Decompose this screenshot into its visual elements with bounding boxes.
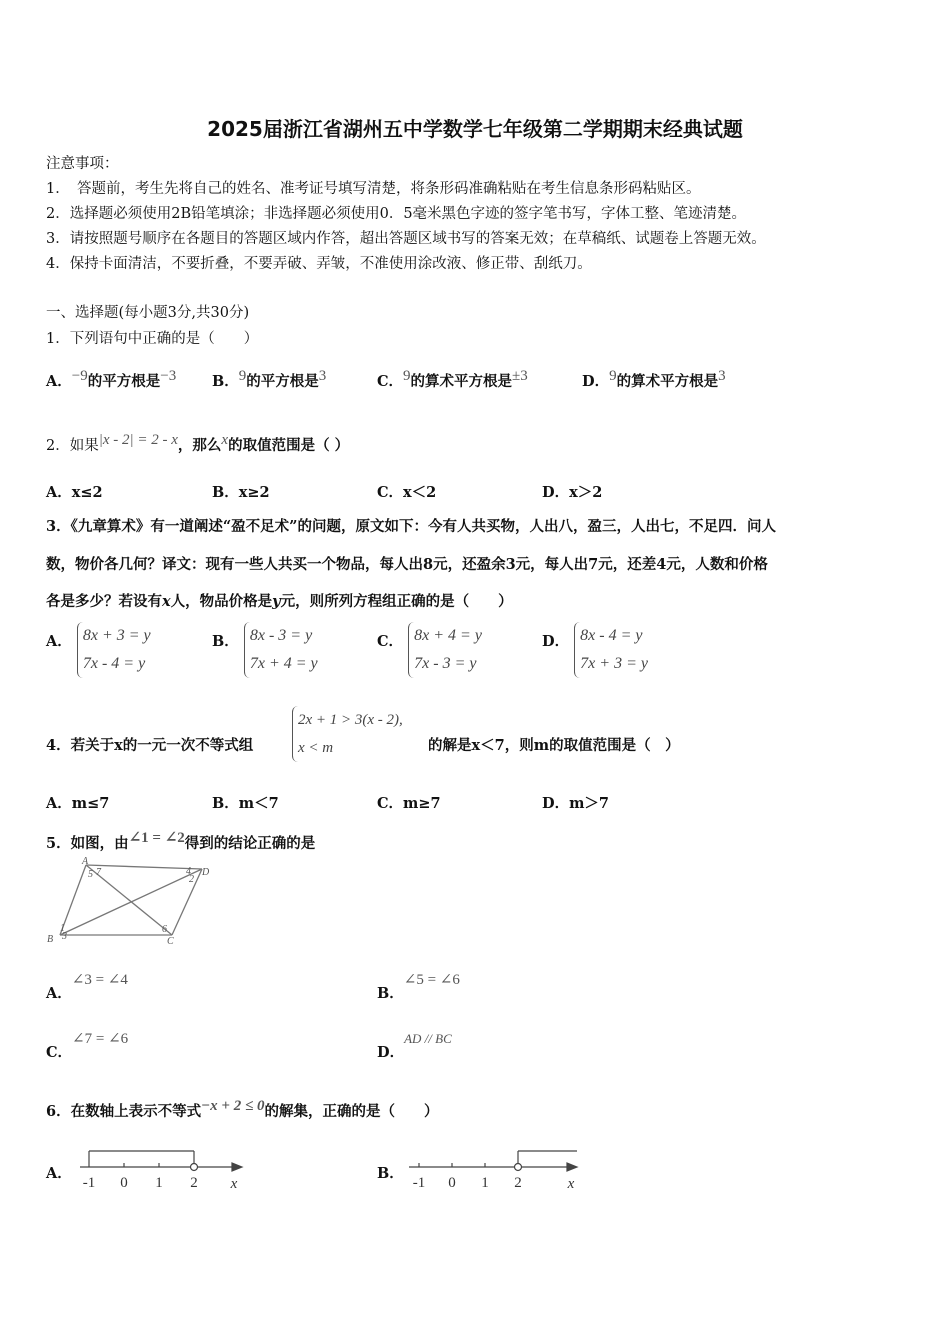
figure-label: D [202,867,210,878]
math-expr: AD // BC [404,1031,452,1046]
q4-option-d[interactable]: D．m＞7 [542,795,610,812]
option-label: A． [46,985,72,1002]
q2-option-a[interactable]: A．x≤2 [46,484,103,501]
tick-label: 0 [448,1175,456,1191]
q6-option-b-label[interactable]: B． [377,1165,404,1182]
q2-option-d[interactable]: D．x＞2 [542,484,603,501]
option-label: A． [46,633,72,650]
question-5-stem [46,828,315,853]
q5-post: 得到的结论正确的是 [184,834,316,852]
option-label: A． [46,372,72,390]
q6-pre: 6．在数轴上表示不等式 [46,1102,202,1120]
figure-label: 4 [186,866,191,877]
figure-label: 6 [162,924,167,935]
parallelogram-figure [44,855,219,950]
q6-post: 的解集，正确的是（ ） [264,1102,439,1120]
notice-item: 3．请按照题号顺序在各题目的答题区域内作答，超出答题区域书写的答案无效；在草稿纸、试题卷上答题无效。 [46,231,766,247]
equation: 8x - 3 = y [249,627,313,644]
math-expr: ∠1 = ∠2 [128,830,185,846]
axis-label: x [567,1176,575,1192]
q2-post: 的取值范围是（ ） [228,436,350,454]
q5-option-c[interactable] [46,1027,129,1061]
inequality: x < m [298,740,334,756]
axis-label: x [230,1176,238,1192]
equation-system [77,622,151,678]
figure-label: C [167,936,174,947]
q5-option-b[interactable] [377,968,460,1002]
math-expr: 9 [609,368,617,384]
math-expr: −3 [160,368,177,384]
q6-option-a-label[interactable]: A． [46,1165,72,1182]
option-label: B． [212,372,239,390]
question-3-line: 数，物价各几何？译文：现有一些人共买一个物品，每人出8元，还盈余3元，每人出7元，还差4元，人数和价格 [46,556,768,573]
q3-text: 各是多少？若设有 [46,593,162,610]
option-label: B． [212,633,239,650]
figure-label: B [47,934,54,945]
math-expr: ∠3 = ∠4 [71,972,128,988]
tick-label: 1 [155,1175,163,1191]
math-expr: 3 [318,368,327,384]
page-title: 2025届浙江省湖州五中学数学七年级第二学期期末经典试题 [207,117,743,141]
math-expr: 3 [718,368,726,384]
q3-option-c[interactable] [377,622,482,678]
q3-option-b[interactable] [212,622,318,678]
equation: 8x + 3 = y [82,627,151,644]
q1-option-a[interactable] [46,368,176,391]
tick-label: 1 [481,1175,489,1191]
inequality: 2x + 1 > 3(x - 2), [298,712,403,728]
section-heading: 一、选择题(每小题3分,共30分) [46,305,250,321]
q4-option-a[interactable]: A．m≤7 [46,795,110,812]
q4-pre: 4．若关于x的一元一次不等式组 [46,737,254,754]
q3-option-a[interactable] [46,622,151,678]
equation: 7x - 3 = y [414,655,477,672]
math-var: x [221,432,229,448]
option-text: 的算术平方根是 [616,372,719,390]
q4-option-b[interactable]: B．m＜7 [212,795,279,812]
option-label: D． [582,372,610,390]
q2-option-b[interactable]: B．x≥2 [212,484,270,501]
q1-option-d[interactable] [582,368,726,391]
notice-heading: 注意事项： [46,156,119,172]
option-text: 的平方根是 [246,372,319,390]
tick-label: 2 [190,1175,198,1191]
tick-label: 0 [120,1175,128,1191]
equation: 8x + 4 = y [414,627,482,644]
option-label: D． [542,633,570,650]
option-label: B． [377,985,404,1002]
q2-pre: 2．如果 [46,437,99,454]
math-expr: ±3 [512,368,528,384]
tick-label: 2 [514,1175,522,1191]
figure-label: 3 [62,931,67,942]
notice-item: 2．选择题必须使用2B铅笔填涂；非选择题必须使用0．5毫米黑色字迹的签字笔书写，字体工整、笔迹清楚。 [46,206,747,222]
q5-option-a[interactable] [46,968,128,1002]
q5-pre: 5．如图，由 [46,834,129,852]
option-label: C． [377,633,404,650]
q3-var-x: x [162,593,171,610]
tick-label: -1 [412,1175,426,1191]
notice-item: 4．保持卡面清洁，不要折叠，不要弄破、弄皱，不准使用涂改液、修正带、刮纸刀。 [46,256,592,272]
q5-option-d[interactable] [377,1027,452,1061]
equation-system [574,622,648,678]
question-2-stem [46,432,349,455]
equation: 7x + 3 = y [580,655,648,672]
math-expr: −x + 2 ≤ 0 [201,1098,265,1114]
option-text: 的算术平方根是 [410,372,513,390]
equation-system [408,622,482,678]
question-3-line [46,590,513,611]
notice-item: 1． 答题前，考生先将自己的姓名、准考证号填写清楚，将条形码准确粘贴在考生信息条形码粘贴区。 [46,181,701,197]
math-expr: |x - 2| = 2 - x [98,432,178,448]
q3-text: 元，则所列方程组正确的是（ ） [280,593,513,610]
q3-text: 人，物品价格是 [170,593,273,610]
option-label: C． [377,372,404,390]
figure-label: 5 [88,869,93,880]
equation-system [244,622,318,678]
q1-option-c[interactable] [377,368,528,391]
question-3-line: 3．《九章算术》有一道阐述“盈不足术”的问题，原文如下：今有人共买物，人出八，盈三，人出七，不足四．问人 [46,518,777,535]
figure-label: 2 [189,874,194,885]
q2-mid: ，那么 [177,436,222,454]
question-6-stem [46,1098,438,1121]
figure-label: 1 [60,923,65,934]
q3-option-d[interactable] [542,622,648,678]
option-label: D． [377,1044,405,1061]
q1-option-b[interactable] [212,368,326,391]
option-label: C． [46,1044,73,1061]
math-expr: −9 [71,368,88,384]
q4-post: 的解是x＜7，则m的取值范围是（ ） [428,737,680,754]
number-line-a[interactable] [76,1143,251,1195]
q2-option-c[interactable]: C．x＜2 [377,484,437,501]
option-text: 的平方根是 [87,372,161,390]
equation: 8x - 4 = y [580,627,643,644]
math-expr: ∠5 = ∠6 [403,972,460,988]
equation: 7x - 4 = y [82,655,146,672]
figure-label: A [82,856,89,867]
figure-label: 7 [96,867,101,878]
tick-label: -1 [82,1175,96,1191]
q3-var-y: y [272,593,281,610]
math-expr: 9 [238,368,247,384]
number-line-b[interactable] [405,1143,585,1195]
question-1-stem: 1．下列语句中正确的是（ ） [46,331,259,347]
inequality-system [292,706,403,762]
equation: 7x + 4 = y [249,655,318,672]
math-expr: ∠7 = ∠6 [72,1031,129,1047]
q4-option-c[interactable]: C．m≥7 [377,795,441,812]
math-expr: 9 [403,368,411,384]
